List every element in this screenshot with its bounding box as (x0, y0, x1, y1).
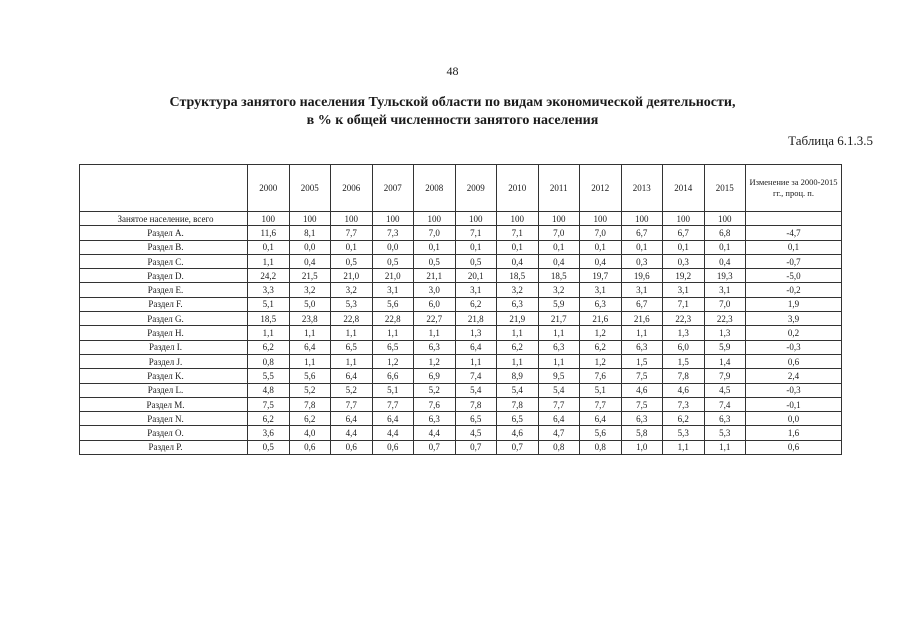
table-cell: 100 (331, 212, 373, 226)
table-cell: 0,4 (538, 254, 580, 268)
row-label: Раздел A. (80, 226, 248, 240)
change-cell: 1,6 (746, 426, 842, 440)
table-cell: 1,1 (455, 354, 497, 368)
table-cell: 6,3 (414, 412, 456, 426)
row-label: Раздел L. (80, 383, 248, 397)
table-row (80, 426, 842, 440)
table-cell: 22,3 (663, 312, 705, 326)
table-cell: 7,7 (331, 397, 373, 411)
table-row (80, 354, 842, 368)
change-cell: -0,3 (746, 340, 842, 354)
table-cell: 1,1 (248, 254, 290, 268)
row-label: Раздел C. (80, 254, 248, 268)
table-cell: 6,2 (248, 412, 290, 426)
table-cell: 7,0 (704, 297, 746, 311)
change-cell: -0,1 (746, 397, 842, 411)
table-cell: 6,7 (663, 226, 705, 240)
table-cell: 1,2 (372, 354, 414, 368)
year-header: 2013 (621, 165, 663, 212)
table-cell: 1,1 (372, 326, 414, 340)
table-cell: 6,3 (414, 340, 456, 354)
table-cell: 7,4 (704, 397, 746, 411)
table-cell: 1,3 (704, 326, 746, 340)
table-cell: 20,1 (455, 269, 497, 283)
table-cell: 19,2 (663, 269, 705, 283)
table-cell: 6,6 (372, 369, 414, 383)
row-label: Раздел I. (80, 340, 248, 354)
year-header: 2012 (580, 165, 622, 212)
table-cell: 1,1 (248, 326, 290, 340)
table-cell: 5,9 (538, 297, 580, 311)
table-cell: 1,3 (663, 326, 705, 340)
table-cell: 22,8 (372, 312, 414, 326)
change-cell: -0,7 (746, 254, 842, 268)
table-cell: 0,4 (580, 254, 622, 268)
table-cell: 1,1 (289, 326, 331, 340)
table-cell: 6,3 (538, 340, 580, 354)
table-cell: 7,0 (414, 226, 456, 240)
table-cell: 100 (538, 212, 580, 226)
table-cell: 6,7 (621, 226, 663, 240)
table-cell: 21,5 (289, 269, 331, 283)
table-cell: 4,7 (538, 426, 580, 440)
year-header: 2006 (331, 165, 373, 212)
table-cell: 0,4 (497, 254, 539, 268)
table-cell: 18,5 (248, 312, 290, 326)
table-cell: 4,4 (372, 426, 414, 440)
table-cell: 1,2 (414, 354, 456, 368)
table-cell: 6,4 (331, 369, 373, 383)
table-cell: 0,5 (248, 440, 290, 454)
table-cell: 18,5 (538, 269, 580, 283)
table-cell: 0,1 (414, 240, 456, 254)
table-cell: 6,2 (497, 340, 539, 354)
table-cell: 0,0 (289, 240, 331, 254)
table-cell: 6,5 (372, 340, 414, 354)
table-cell: 4,6 (663, 383, 705, 397)
row-label: Раздел E. (80, 283, 248, 297)
table-cell: 0,8 (538, 440, 580, 454)
table-cell: 3,1 (621, 283, 663, 297)
table-cell: 100 (663, 212, 705, 226)
change-cell: 0,2 (746, 326, 842, 340)
change-cell: -0,2 (746, 283, 842, 297)
table-cell: 100 (455, 212, 497, 226)
table-cell: 3,6 (248, 426, 290, 440)
table-cell: 5,2 (289, 383, 331, 397)
table-cell: 6,4 (289, 340, 331, 354)
table-cell: 1,3 (455, 326, 497, 340)
table-cell: 7,4 (455, 369, 497, 383)
table-cell: 4,5 (704, 383, 746, 397)
table-cell: 1,2 (580, 354, 622, 368)
table-cell: 22,3 (704, 312, 746, 326)
table-cell: 0,5 (331, 254, 373, 268)
table-cell: 8,1 (289, 226, 331, 240)
table-cell: 21,0 (331, 269, 373, 283)
table-cell: 0,4 (289, 254, 331, 268)
table-cell: 3,2 (538, 283, 580, 297)
title-line-2: в % к общей численности занятого населения (306, 113, 599, 128)
table-cell: 7,7 (580, 397, 622, 411)
table-cell: 5,3 (663, 426, 705, 440)
change-cell: -5,0 (746, 269, 842, 283)
table-cell: 7,5 (248, 397, 290, 411)
table-cell: 5,8 (621, 426, 663, 440)
table-cell: 7,8 (455, 397, 497, 411)
table-cell: 5,5 (248, 369, 290, 383)
table-cell: 100 (621, 212, 663, 226)
table-cell: 6,2 (289, 412, 331, 426)
table-cell: 4,4 (414, 426, 456, 440)
change-cell: -0,3 (746, 383, 842, 397)
table-cell: 1,1 (289, 354, 331, 368)
title-line-1: Структура занятого населения Тульской области по видам экономической деятельности, (169, 95, 736, 110)
table-cell: 19,6 (621, 269, 663, 283)
table-cell: 7,0 (580, 226, 622, 240)
table-cell: 6,5 (497, 412, 539, 426)
table-cell: 6,3 (497, 297, 539, 311)
table-cell: 3,1 (372, 283, 414, 297)
table-cell: 4,4 (331, 426, 373, 440)
change-cell: 2,4 (746, 369, 842, 383)
change-cell: 3,9 (746, 312, 842, 326)
table-cell: 5,6 (289, 369, 331, 383)
table-row (80, 269, 842, 283)
table-cell: 1,2 (580, 326, 622, 340)
table-cell: 19,3 (704, 269, 746, 283)
year-header: 2015 (704, 165, 746, 212)
table-caption: Таблица 6.1.3.5 (788, 133, 873, 148)
table-cell: 100 (414, 212, 456, 226)
table-cell: 7,7 (372, 397, 414, 411)
table-cell: 3,2 (289, 283, 331, 297)
table-cell: 22,8 (331, 312, 373, 326)
table-cell: 6,8 (704, 226, 746, 240)
table-cell: 5,1 (372, 383, 414, 397)
table-cell: 5,4 (455, 383, 497, 397)
table-cell: 7,7 (331, 226, 373, 240)
table-cell: 0,7 (455, 440, 497, 454)
table-cell: 8,9 (497, 369, 539, 383)
table-cell: 21,7 (538, 312, 580, 326)
table-cell: 1,1 (663, 440, 705, 454)
table-cell: 1,5 (663, 354, 705, 368)
table-cell: 0,3 (621, 254, 663, 268)
year-header: 2009 (455, 165, 497, 212)
table-cell: 4,0 (289, 426, 331, 440)
table-cell: 7,0 (538, 226, 580, 240)
table-cell: 5,1 (248, 297, 290, 311)
table-cell: 5,2 (414, 383, 456, 397)
table-cell: 6,5 (331, 340, 373, 354)
table-cell: 5,0 (289, 297, 331, 311)
table-cell: 0,7 (414, 440, 456, 454)
table-cell: 5,9 (704, 340, 746, 354)
row-label: Раздел N. (80, 412, 248, 426)
table-cell: 5,6 (372, 297, 414, 311)
table-cell: 7,1 (455, 226, 497, 240)
table-row (80, 326, 842, 340)
table-cell: 0,1 (538, 240, 580, 254)
table-cell: 1,1 (497, 354, 539, 368)
table-cell: 7,5 (621, 397, 663, 411)
corner-header (80, 165, 248, 212)
table-cell: 23,8 (289, 312, 331, 326)
table-cell: 6,2 (455, 297, 497, 311)
table-cell: 0,1 (621, 240, 663, 254)
table-row (80, 226, 842, 240)
table-cell: 1,1 (414, 326, 456, 340)
table-cell: 9,5 (538, 369, 580, 383)
table-cell: 1,1 (497, 326, 539, 340)
table-cell: 7,6 (580, 369, 622, 383)
row-label: Раздел B. (80, 240, 248, 254)
table-cell: 0,5 (414, 254, 456, 268)
table-cell: 6,4 (372, 412, 414, 426)
year-header: 2011 (538, 165, 580, 212)
table-cell: 1,0 (621, 440, 663, 454)
year-header: 2010 (497, 165, 539, 212)
table-cell: 1,4 (704, 354, 746, 368)
table-cell: 7,8 (663, 369, 705, 383)
table-cell: 7,9 (704, 369, 746, 383)
table-cell: 0,6 (331, 440, 373, 454)
table-cell: 21,8 (455, 312, 497, 326)
year-header: 2007 (372, 165, 414, 212)
table-cell: 7,6 (414, 397, 456, 411)
page-title (0, 94, 905, 130)
table-row (80, 240, 842, 254)
table-row (80, 369, 842, 383)
table-cell: 7,3 (372, 226, 414, 240)
table-cell: 0,8 (248, 354, 290, 368)
row-label: Раздел H. (80, 326, 248, 340)
table-cell: 0,1 (497, 240, 539, 254)
table-cell: 6,4 (580, 412, 622, 426)
table-row (80, 383, 842, 397)
change-cell: -4,7 (746, 226, 842, 240)
table-cell: 1,5 (621, 354, 663, 368)
table-cell: 4,6 (497, 426, 539, 440)
table-cell: 3,1 (455, 283, 497, 297)
table-cell: 4,6 (621, 383, 663, 397)
table-cell: 6,2 (663, 412, 705, 426)
table-cell: 1,1 (704, 440, 746, 454)
table-cell: 7,1 (663, 297, 705, 311)
page-number: 48 (446, 64, 459, 78)
table-cell: 5,4 (538, 383, 580, 397)
change-cell: 0,1 (746, 240, 842, 254)
row-label: Раздел P. (80, 440, 248, 454)
table-cell: 1,1 (538, 326, 580, 340)
year-header: 2000 (248, 165, 290, 212)
table-row (80, 412, 842, 426)
table-cell: 6,7 (621, 297, 663, 311)
table-cell: 6,4 (331, 412, 373, 426)
table-cell: 0,5 (455, 254, 497, 268)
table-cell: 6,5 (455, 412, 497, 426)
table-cell: 19,7 (580, 269, 622, 283)
table-cell: 0,6 (289, 440, 331, 454)
table-cell: 6,3 (621, 412, 663, 426)
table-cell: 5,2 (331, 383, 373, 397)
table-cell: 22,7 (414, 312, 456, 326)
table-cell: 0,1 (331, 240, 373, 254)
table-cell: 6,3 (580, 297, 622, 311)
table-cell: 5,1 (580, 383, 622, 397)
year-header: 2005 (289, 165, 331, 212)
table-cell: 6,4 (538, 412, 580, 426)
table-cell: 3,3 (248, 283, 290, 297)
table-row (80, 312, 842, 326)
change-cell: 0,6 (746, 440, 842, 454)
table-cell: 6,2 (580, 340, 622, 354)
table-cell: 7,3 (663, 397, 705, 411)
row-label: Раздел M. (80, 397, 248, 411)
table-cell: 21,1 (414, 269, 456, 283)
table-cell: 100 (372, 212, 414, 226)
change-cell: 0,0 (746, 412, 842, 426)
table-cell: 100 (580, 212, 622, 226)
table-row (80, 297, 842, 311)
table-cell: 4,8 (248, 383, 290, 397)
table-cell: 5,3 (704, 426, 746, 440)
table-cell: 1,1 (621, 326, 663, 340)
table-cell: 0,1 (455, 240, 497, 254)
table-cell: 0,1 (580, 240, 622, 254)
change-header: Изменение за 2000-2015 гг., проц. п. (746, 165, 842, 212)
table-cell: 24,2 (248, 269, 290, 283)
change-cell: 1,9 (746, 297, 842, 311)
table-cell: 0,0 (372, 240, 414, 254)
row-label: Раздел F. (80, 297, 248, 311)
table-cell: 0,3 (663, 254, 705, 268)
table-cell: 21,6 (580, 312, 622, 326)
table-cell: 6,0 (414, 297, 456, 311)
table-cell: 0,8 (580, 440, 622, 454)
table-cell: 7,1 (497, 226, 539, 240)
change-cell: 0,6 (746, 354, 842, 368)
table-cell: 5,6 (580, 426, 622, 440)
table-cell: 0,6 (372, 440, 414, 454)
table-row (80, 340, 842, 354)
table-cell: 3,1 (663, 283, 705, 297)
row-label: Раздел K. (80, 369, 248, 383)
table-cell: 100 (289, 212, 331, 226)
table-cell: 3,1 (704, 283, 746, 297)
table-cell: 3,1 (580, 283, 622, 297)
table-cell: 7,8 (497, 397, 539, 411)
table-cell: 0,7 (497, 440, 539, 454)
table-row (80, 440, 842, 454)
table-cell: 1,1 (331, 354, 373, 368)
table-cell: 21,0 (372, 269, 414, 283)
table-cell: 6,3 (704, 412, 746, 426)
table-cell: 6,4 (455, 340, 497, 354)
table-cell: 3,2 (497, 283, 539, 297)
table-header-row (80, 165, 842, 212)
table-cell: 100 (497, 212, 539, 226)
employment-structure-table (79, 164, 842, 455)
table-cell: 0,4 (704, 254, 746, 268)
table-row (80, 254, 842, 268)
table-cell: 1,1 (538, 354, 580, 368)
table-cell: 5,3 (331, 297, 373, 311)
year-header: 2008 (414, 165, 456, 212)
row-label: Раздел D. (80, 269, 248, 283)
table-cell: 4,5 (455, 426, 497, 440)
change-cell (746, 212, 842, 226)
table-cell: 3,0 (414, 283, 456, 297)
table-cell: 6,2 (248, 340, 290, 354)
table-cell: 21,9 (497, 312, 539, 326)
row-label: Занятое население, всего (80, 212, 248, 226)
table-body (80, 212, 842, 455)
table-cell: 0,1 (704, 240, 746, 254)
table-cell: 7,7 (538, 397, 580, 411)
table-cell: 6,3 (621, 340, 663, 354)
table-cell: 100 (248, 212, 290, 226)
table-cell: 100 (704, 212, 746, 226)
table-cell: 5,4 (497, 383, 539, 397)
table-row (80, 397, 842, 411)
table-cell: 11,6 (248, 226, 290, 240)
table-row (80, 212, 842, 226)
table-cell: 6,9 (414, 369, 456, 383)
table-cell: 1,1 (331, 326, 373, 340)
table-cell: 21,6 (621, 312, 663, 326)
table-cell: 18,5 (497, 269, 539, 283)
table-cell: 7,8 (289, 397, 331, 411)
table-cell: 0,1 (663, 240, 705, 254)
table-row (80, 283, 842, 297)
table-cell: 0,1 (248, 240, 290, 254)
table-cell: 3,2 (331, 283, 373, 297)
table-cell: 6,0 (663, 340, 705, 354)
row-label: Раздел G. (80, 312, 248, 326)
row-label: Раздел J. (80, 354, 248, 368)
year-header: 2014 (663, 165, 705, 212)
table-cell: 0,5 (372, 254, 414, 268)
row-label: Раздел O. (80, 426, 248, 440)
table-cell: 7,5 (621, 369, 663, 383)
